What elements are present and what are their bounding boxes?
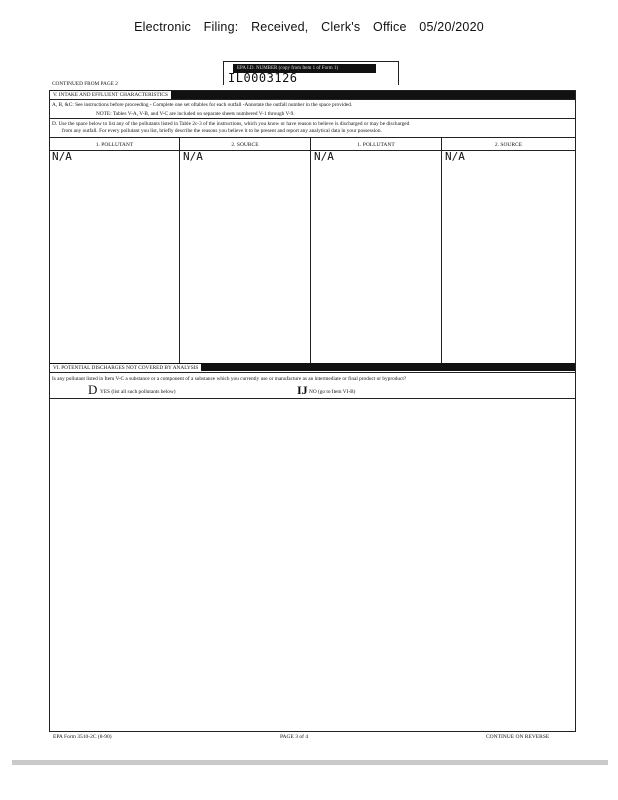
divider [50,150,575,151]
epa-id-number: IL0003126 [228,71,298,85]
page-number: PAGE 3 of 4 [280,734,309,740]
divider [50,99,575,100]
divider [50,118,575,119]
continue-on-reverse: CONTINUE ON REVERSE [486,734,550,740]
section-vi-title: VI. POTENTIAL DISCHARGES NOT COVERED BY ANALYSIS [50,364,201,372]
instruction-d-cont: from any outfall. For every pollutant you list, briefly describe the reasons you believe it to be present and report any analytical data in your possession. [62,128,382,134]
column-divider [310,137,311,363]
column-divider [441,137,442,363]
source-1-value: N/A [183,150,203,163]
no-checkbox[interactable]: IJ [297,383,308,397]
section-v-title: V. INTAKE AND EFFLUENT CHARACTERISTICS [50,91,171,99]
no-label: NO (go to Item VI-B) [309,389,356,395]
col-source-1: 2. SOURCE [231,142,259,148]
scan-edge [12,760,608,765]
filing-stamp: Electronic Filing: Received, Clerk's Office 05/20/2020 [134,20,484,34]
divider [50,398,575,399]
form-frame [49,90,576,732]
pollutant-2-value: N/A [314,150,334,163]
question-vi: Is any pollutant listed in Item V-C a substance or a component of a substance which you currently use or manufacture as an intermediate or final product or byproduct? [52,376,407,382]
yes-label: YES (list all such pollutants below) [100,389,176,395]
continued-from-page: CONTINUED FROM PAGE 2 [52,81,118,87]
divider [50,137,575,138]
col-pollutant-2: 1. POLLUTANT [357,142,395,148]
yes-checkbox[interactable]: D [88,382,98,397]
divider [50,372,575,373]
col-source-2: 2. SOURCE [494,142,523,148]
pollutant-1-value: N/A [52,150,72,163]
form-number: EPA Form 3510-2C (8-90) [53,734,112,740]
instruction-abc: A, B, &C: See instructions before proceeding - Complete one set oftables for each outfall -Annotate the outfall number in the space provided. [52,102,353,108]
epa-id-label: EPA I.D. NUMBER (copy from Item 1 of Form 1) [233,64,376,73]
column-divider [179,137,180,363]
instruction-note: NOTE: Tables V-A, V-B, and V-C are included on separate sheets numbered V-1 through V-9. [96,111,295,117]
source-2-value: N/A [445,150,465,163]
col-pollutant-1: 1. POLLUTANT [95,142,134,148]
instruction-d: D. Use the space below to list any of the pollutants listed in Table 2c-3 of the instructions, which you know or have reason to believe is discharged or may be discharged [52,121,410,127]
